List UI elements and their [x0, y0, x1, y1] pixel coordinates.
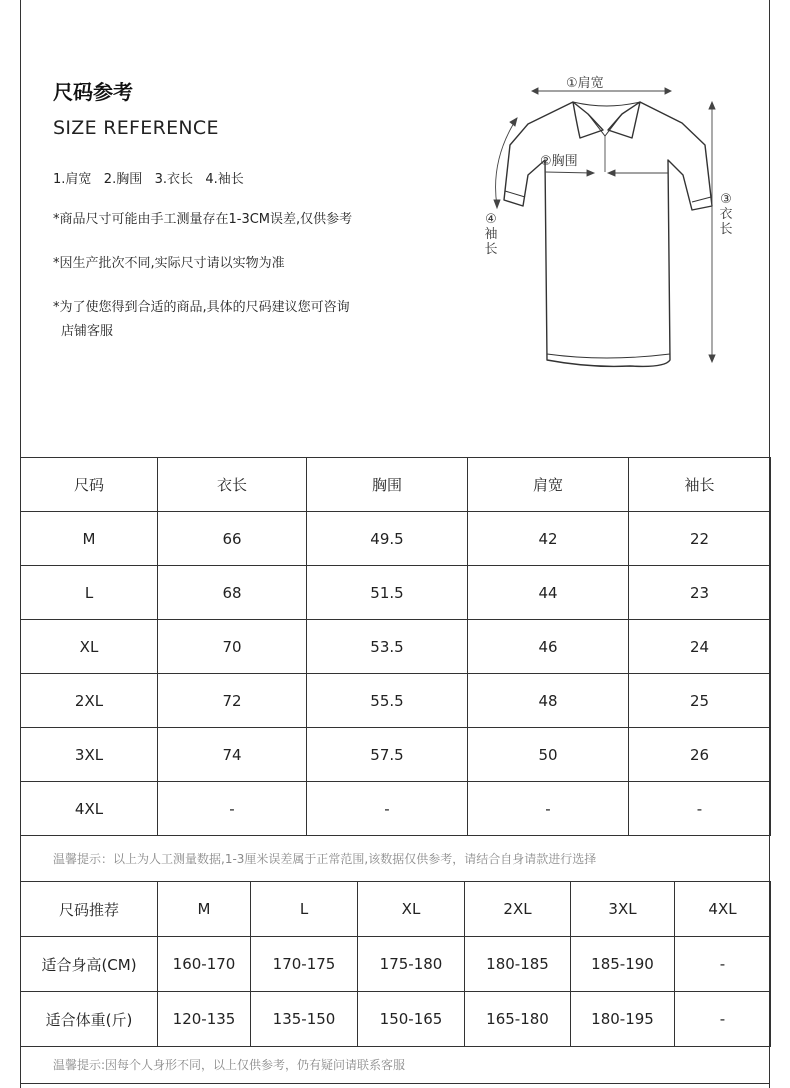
header-size-xl: XL [358, 882, 465, 937]
chest-cell: - [307, 782, 468, 836]
size-cell: L [21, 566, 158, 620]
sleeve-cell: 23 [629, 566, 771, 620]
size-table-header [21, 458, 771, 512]
shirt-diagram [470, 60, 770, 380]
header-size-4xl: 4XL [675, 882, 771, 937]
header-size-l: L [251, 882, 358, 937]
header-size-m: M [158, 882, 251, 937]
header-recommend: 尺码推荐 [21, 882, 158, 937]
sleeve-label [483, 212, 499, 257]
header-sleeve: 袖长 [629, 458, 771, 512]
page-subtitle: SIZE REFERENCE [53, 117, 219, 139]
shoulder-cell: 46 [468, 620, 629, 674]
height-cell: 180-185 [465, 937, 571, 992]
sleeve-label-char2: 长 [484, 242, 498, 257]
shoulder-cell: 44 [468, 566, 629, 620]
chest-cell: 49.5 [307, 512, 468, 566]
header-size-3xl: 3XL [571, 882, 675, 937]
size-cell: 3XL [21, 728, 158, 782]
shoulder-cell: 50 [468, 728, 629, 782]
length-cell: 68 [158, 566, 307, 620]
weight-cell: 165-180 [465, 992, 571, 1047]
chest-cell: 57.5 [307, 728, 468, 782]
header-size-2xl: 2XL [465, 882, 571, 937]
size-cell: M [21, 512, 158, 566]
height-cell: 185-190 [571, 937, 675, 992]
weight-row [21, 992, 771, 1047]
sleeve-cell: 22 [629, 512, 771, 566]
table-row [21, 512, 771, 566]
size-cell: XL [21, 620, 158, 674]
shoulder-cell: 42 [468, 512, 629, 566]
height-row [21, 937, 771, 992]
size-cell: 2XL [21, 674, 158, 728]
sleeve-label-char1: 袖 [484, 227, 498, 242]
fit-hint: 温馨提示:因每个人身形不同，以上仅供参考，仍有疑问请联系客服 [20, 1046, 770, 1084]
shoulder-cell: - [468, 782, 629, 836]
note-consult-service [53, 296, 350, 344]
weight-cell: 135-150 [251, 992, 358, 1047]
table-row [21, 782, 771, 836]
table-row [21, 728, 771, 782]
note-batch-difference: *因生产批次不同,实际尺寸请以实物为准 [53, 256, 285, 271]
length-label [718, 192, 734, 237]
height-cell: - [675, 937, 771, 992]
note-consult-line1: *为了使您得到合适的商品,具体的尺码建议您可咨询 [53, 300, 350, 315]
size-cell: 4XL [21, 782, 158, 836]
note-measurement-error: *商品尺寸可能由手工测量存在1-3CM误差,仅供参考 [53, 212, 353, 227]
length-cell: 72 [158, 674, 307, 728]
chest-cell: 51.5 [307, 566, 468, 620]
weight-cell: 150-165 [358, 992, 465, 1047]
shoulder-cell: 48 [468, 674, 629, 728]
note-consult-line2: 店铺客服 [61, 324, 114, 339]
recommendation-header [21, 882, 771, 937]
length-cell: 74 [158, 728, 307, 782]
height-cell: 170-175 [251, 937, 358, 992]
length-cell: 70 [158, 620, 307, 674]
header-length: 衣长 [158, 458, 307, 512]
height-cell: 175-180 [358, 937, 465, 992]
header-size: 尺码 [21, 458, 158, 512]
table-row [21, 620, 771, 674]
table-row [21, 674, 771, 728]
table-row [21, 566, 771, 620]
height-cell: 160-170 [158, 937, 251, 992]
row-label-height: 适合身高(CM) [21, 937, 158, 992]
size-table [20, 457, 771, 836]
chest-cell: 55.5 [307, 674, 468, 728]
weight-cell: - [675, 992, 771, 1047]
page-title: 尺码参考 [53, 80, 133, 104]
measurement-hint: 温馨提示：以上为人工测量数据,1-3厘米误差属于正常范围,该数据仅供参考，请结合自身请款进行选择 [53, 851, 597, 866]
row-label-weight: 适合体重(斤) [21, 992, 158, 1047]
length-label-char1: 衣 [719, 207, 733, 222]
weight-cell: 120-135 [158, 992, 251, 1047]
recommendation-table [20, 881, 771, 1047]
length-cell: - [158, 782, 307, 836]
chest-cell: 53.5 [307, 620, 468, 674]
length-label-number: ③ [720, 192, 732, 207]
header-chest: 胸围 [307, 458, 468, 512]
sleeve-cell: 26 [629, 728, 771, 782]
header-shoulder: 肩宽 [468, 458, 629, 512]
sleeve-cell: 25 [629, 674, 771, 728]
weight-cell: 180-195 [571, 992, 675, 1047]
chest-label: ②胸围 [540, 154, 578, 169]
sleeve-cell: - [629, 782, 771, 836]
sleeve-cell: 24 [629, 620, 771, 674]
sleeve-label-number: ④ [485, 212, 497, 227]
length-cell: 66 [158, 512, 307, 566]
measurement-legend: 1.肩宽 2.胸围 3.衣长 4.袖长 [53, 172, 244, 187]
shoulder-width-label: ①肩宽 [566, 76, 604, 91]
length-label-char2: 长 [719, 222, 733, 237]
